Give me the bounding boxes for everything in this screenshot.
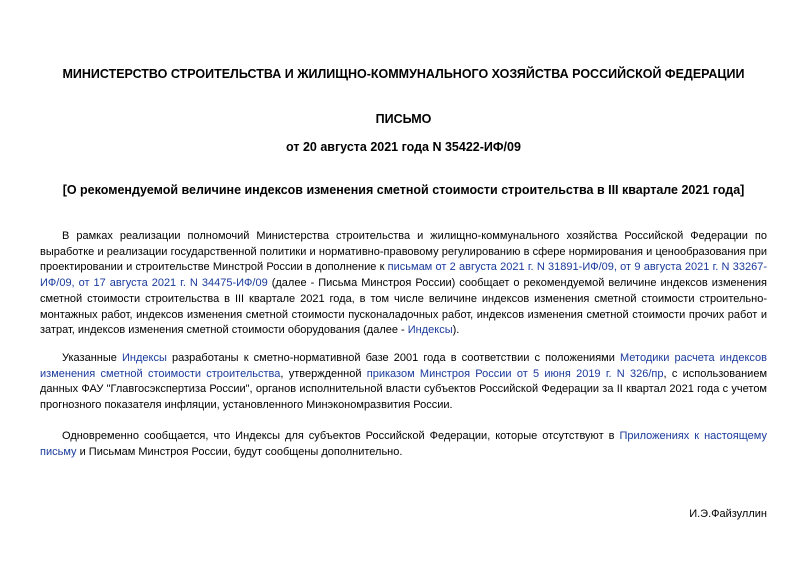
paragraph-2-text-4: , с использованием данных ФАУ "Главгосэкспертиза России", органов исполнительной власти субъектов Российской Федерации за II квартал 2021 года с учетом прогнозного показателя инфляции, установленного Минэкономразвития России. (40, 367, 768, 412)
ministry-name: МИНИСТЕРСТВО СТРОИТЕЛЬСТВА И ЖИЛИЩНО-КОММУНАЛЬНОГО ХОЗЯЙСТВА РОССИЙСКОЙ ФЕДЕРАЦИИ (62, 67, 745, 81)
document-date-number: от 20 августа 2021 года N 35422-ИФ/09 (286, 140, 521, 154)
paragraph-3-text-1: Одновременно сообщается, что Индексы для субъектов Российской Федерации, которые отсутствуют в (62, 430, 620, 442)
link-order-326[interactable]: приказом Минстроя России от 5 июня 2019 г. N 326/пр (366, 367, 664, 380)
paragraph-2 (40, 351, 767, 414)
paragraph-1-text-3: ). (452, 324, 460, 337)
document-type: ПИСЬМО (375, 112, 432, 126)
paragraph-3 (40, 429, 767, 460)
paragraph-1-text-1: В рамках реализации полномочий Министерства строительства и жилищно-коммунального хозяйства Российской Федерации по выработке и реализации государственной политики и нормативно-правовому регулированию в сфере нормирования и ценообразования при проектировании и строительстве Минстрой России в дополнение к (40, 230, 767, 274)
paragraph-2-text-3: , утвержденной (280, 367, 367, 380)
link-indexes[interactable]: Индексы (407, 324, 453, 337)
link-appendices[interactable]: Приложениях к настоящему письму (40, 430, 767, 458)
paragraph-2-text-2: разработаны к сметно-нормативной базе 2001 года в соответствии с положениями (166, 352, 620, 364)
document-subject: [О рекомендуемой величине индексов изменения сметной стоимости строительства в III квартале 2021 года] (62, 183, 745, 197)
paragraph-1-text-2: (далее - Письма Минстроя России) сообщает о рекомендуемой величине индексов изменения сметной стоимости строительства в III квартале 2021 года, в том числе величине индексов изменения сметной стоимости строительно-монтажных работ, индексов изменения сметной стоимости пусконаладочных работ, индексов изменения сметной стоимости прочих работ и затрат, индексов изменения сметной стоимости оборудования (далее - (40, 277, 767, 337)
paragraph-3-text-2: и Письмам Минстроя России, будут сообщены дополнительно. (76, 445, 403, 458)
signature-name: И.Э.Файзуллин (689, 508, 767, 520)
link-methodology[interactable]: Методики расчета индексов изменения сметной стоимости строительства (40, 352, 767, 380)
link-indexes-2[interactable]: Индексы (122, 352, 167, 364)
paragraph-1 (40, 229, 767, 339)
link-letters-minstroy[interactable]: письмам от 2 августа 2021 г. N 31891-ИФ/09, от 9 августа 2021 г. N 33267-ИФ/09, от 17 августа 2021 г. N 34475-ИФ/09 (40, 261, 767, 290)
paragraph-2-text-1: Указанные (62, 352, 123, 364)
